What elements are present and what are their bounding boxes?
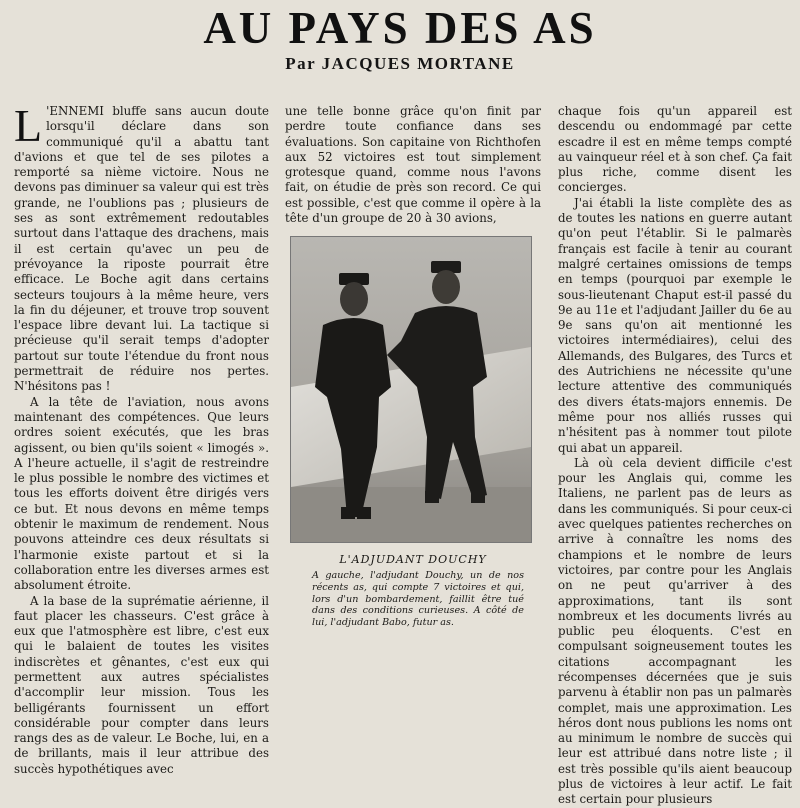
drop-cap: L (14, 100, 43, 151)
paragraph-1-text: 'ENNEMI bluffe sans aucun doute lorsqu'il déclare dans son communiqué qu'il a abattu tant d'avions et que tel de ses pilotes a remporté sa nième victoire. Nous ne devons pas diminuer sa valeur qui est très grande, ne l'oublions pas ; plusieurs de ses as sont extrêmement redoutables surtout dans l'attaque des drachens, mais il est certain qu'avec un peu de prévoyance la riposte pourrait être efficace. Le Boche agit dans certains secteurs toujours à la même heure, vers la fin du déjeuner, et trouve trop souvent l'espace libre devant lui. La tactique si précieuse qu'il serait temps d'adopter partout sur toute l'étendue du front nous permettrait de réduire nos pertes. N'hésitons pas ! (14, 104, 269, 394)
paragraph-4: une telle bonne grâce qu'on finit par perdre toute confiance dans ses évaluations. Son capitaine von Richthofen aux 52 victoires est tout simplement grotesque quand, comme nous l'avons fait, on étudie de près son record. Ce qui est possible, c'est que comme il opère à la tête d'un groupe de 20 à 30 avions, (285, 104, 541, 226)
paragraph-3: A la base de la suprématie aérienne, il faut placer les chasseurs. C'est grâce à eux que l'atmosphère est libre, c'est eux qui le balaient de toutes les visites indiscrètes et gênantes, c'est eux qui permettent aux autres spécialistes d'accomplir leur mission. Tous les belligérants fournissent un effort considérable pour compter dans leurs rangs des as de valeur. Le Boche, lui, en a de brillants, mais il leur attribue des succès hypothétiques avec (14, 593, 269, 776)
paragraph-2: A la tête de l'aviation, nous avons maintenant des compétences. Que leurs ordres soient exécutés, que les bras agissent, ou bien qu'ils soient « limogés ». A l'heure actuelle, il s'agit de restreindre le plus possible le nombre des victimes et tous les efforts doivent être dirigés vers ce but. Et nous devons en même temps obtenir le maximum de rendement. Nous pouvons atteindre ces deux résultats si l'harmonie existe partout et si la collaboration entre les diverses armes est absolument étroite. (14, 394, 269, 593)
photo-caption: A gauche, l'adjudant Douchy, un de nos récents as, qui compte 7 victoires et qui, lors d'un bombardement, faillit être tué dans des conditions curieuses. A côté de lui, l'adjudant Babo, futur as. (312, 570, 524, 629)
article-byline: Par JACQUES MORTANE (285, 54, 515, 73)
column-3 (558, 104, 792, 807)
article-title: AU PAYS DES AS (203, 3, 597, 53)
paragraph-5: chaque fois qu'un appareil est descendu ou endommagé par cette escadre il est en même temps compté au vainqueur réel et à son chef. Ça fait plus riche, comme disent les concierges. (558, 104, 792, 195)
column-2 (285, 104, 541, 250)
photo-caption-title: L'ADJUDANT DOUCHY (339, 553, 487, 566)
photo-figure (290, 236, 532, 543)
paragraph-1 (14, 100, 269, 395)
photo-two-aviators (291, 237, 531, 542)
column-1 (14, 100, 269, 776)
paragraph-6: J'ai établi la liste complète des as de toutes les nations en guerre autant qu'on peut l'établir. Si le palmarès français est facile à tenir au courant malgré certaines omissions de temps en temps (pourquoi par exemple le sous-lieutenant Chaput est-il passé du 9e au 11e et l'adjudant Jailler du 6e au 9e sans qu'on ait mentionné les victoires intermédiaires), celui des Allemands, des Bulgares, des Turcs et des Autrichiens ne nécessite qu'une lecture attentive des communiqués des divers états-majors ennemis. De même pour nos alliés russes qui n'hésitent pas à nommer tout pilote qui abat un appareil. (558, 195, 792, 455)
paragraph-7: Là où cela devient difficile c'est pour les Anglais qui, comme les Italiens, ne parlent pas de leurs as dans les communiqués. Si pour ceux-ci avec quelques patientes recherches on arrive à connaître les noms des champions et le nombre de leurs victoires, par contre pour les Anglais on ne peut qu'arriver à des approximations, tant ils sont nombreux et les documents livrés au public peu éloquents. C'est en compulsant soigneusement toutes les citations accompagnant les récompenses décernées que je suis parvenu à établir non pas un palmarès complet, mais une approximation. Les héros dont nous publions les noms ont au minimum le nombre de succès qui leur est attribué dans notre liste ; il est très possible qu'ils aient beaucoup plus de victoires à leur actif. Le fait est certain pour plusieurs (558, 455, 792, 807)
